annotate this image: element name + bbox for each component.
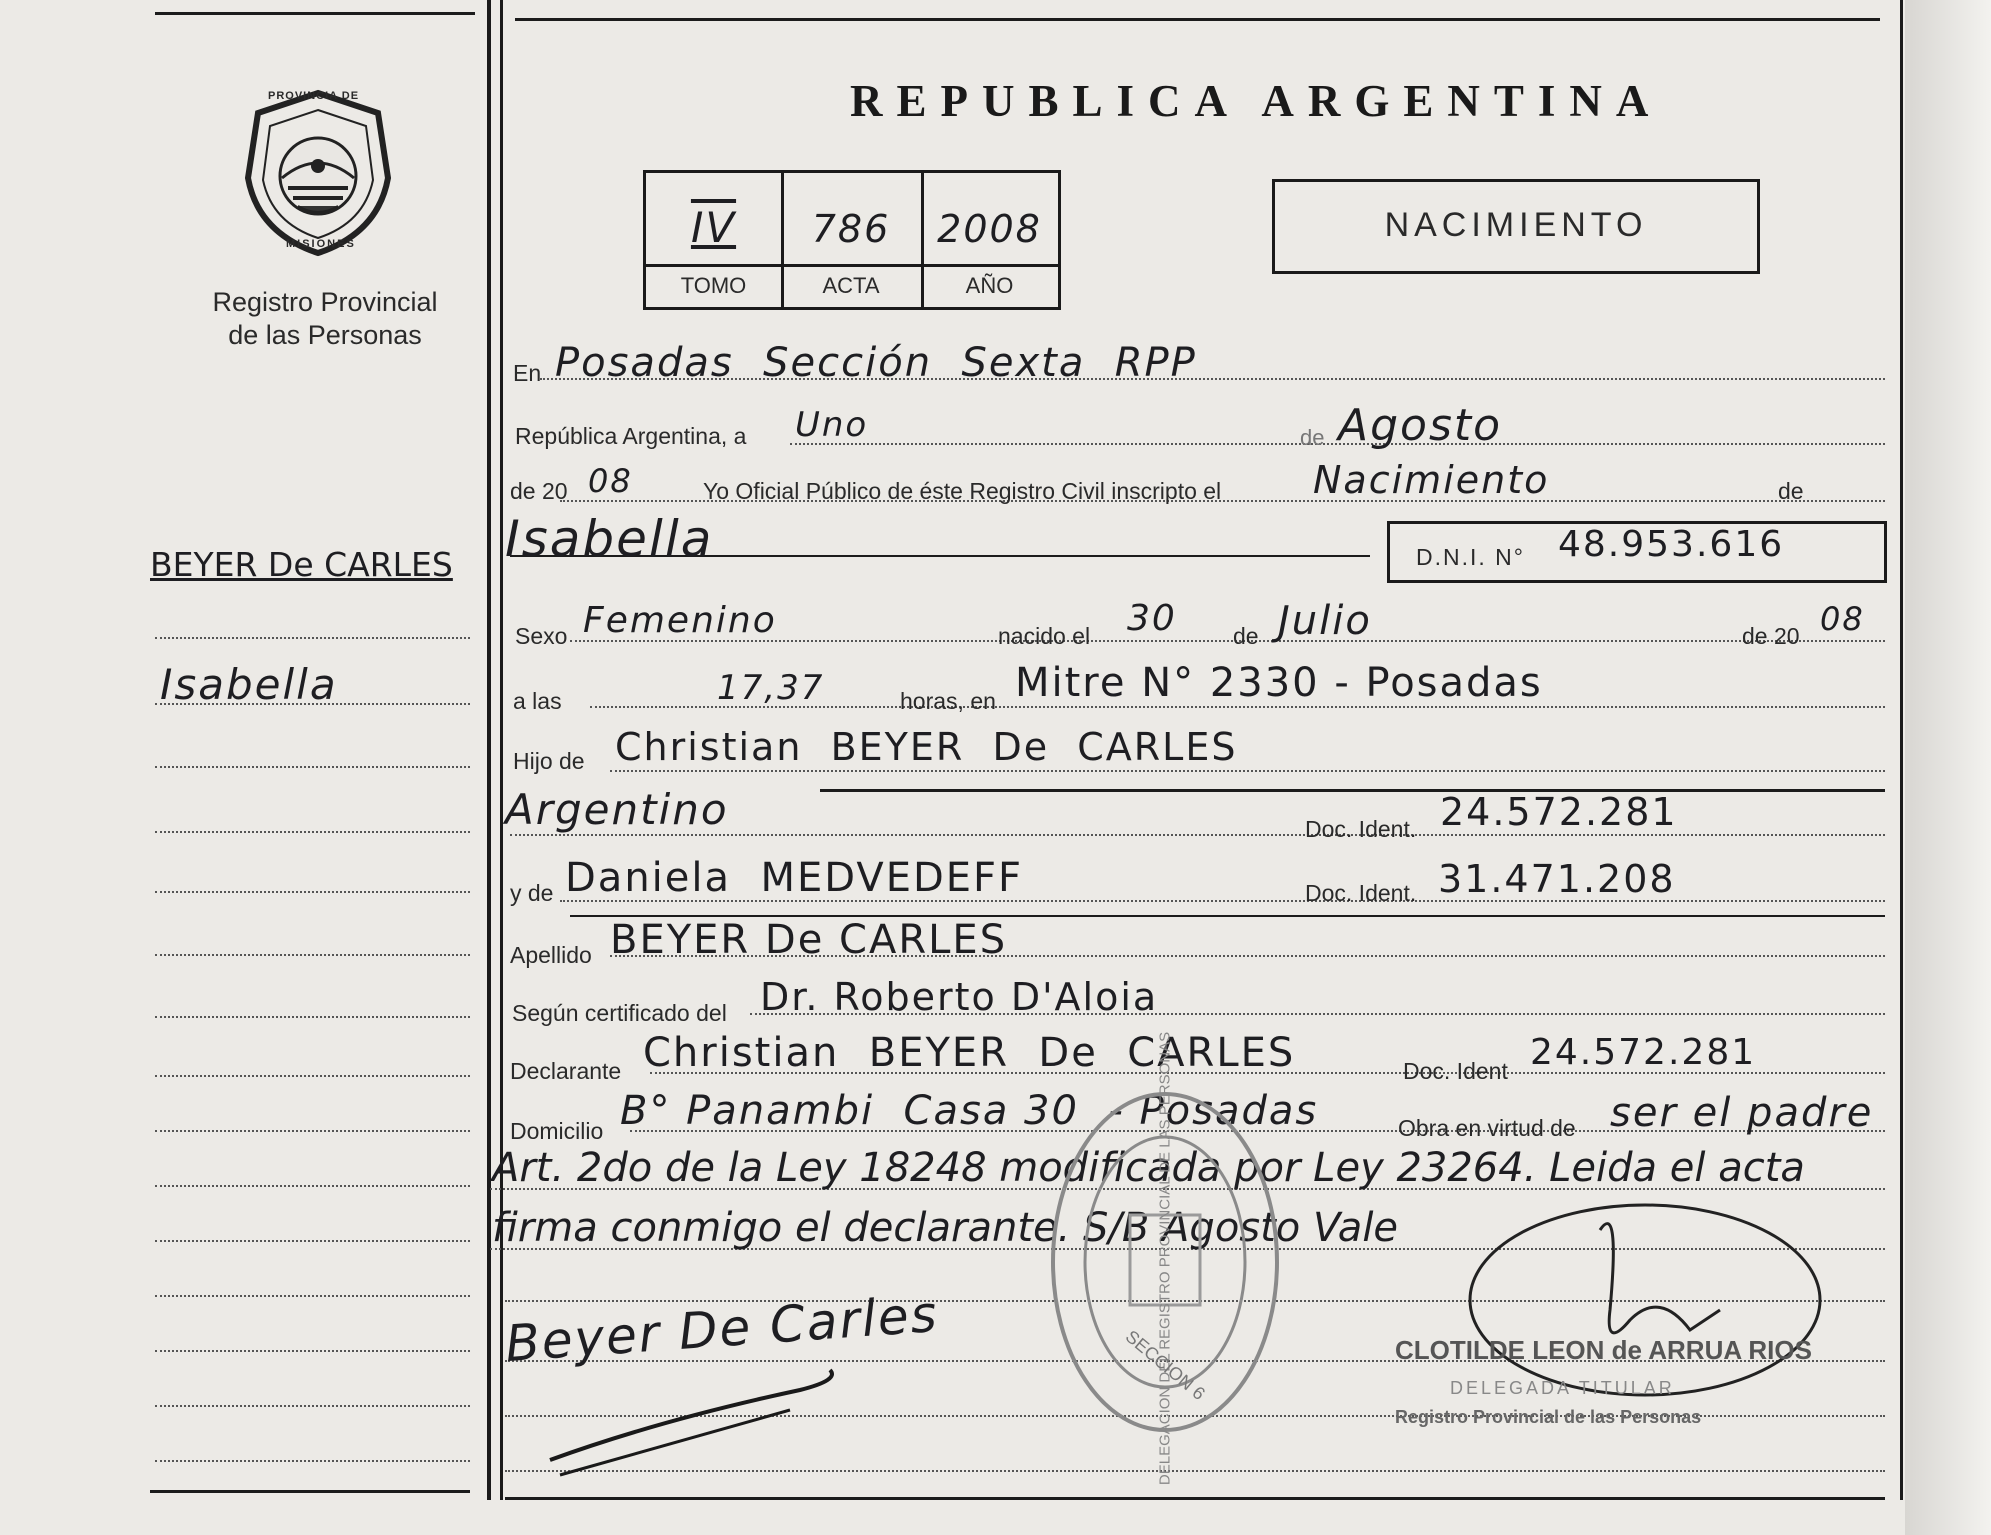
form-line (610, 770, 1885, 772)
inscripto-value: Nacimiento (1313, 458, 1550, 502)
acta-label: ACTA (822, 273, 880, 298)
de-label2: de (1778, 478, 1804, 504)
margin-line (155, 1016, 470, 1018)
dia-value: Uno (795, 405, 869, 445)
apellido-value: BEYER De CARLES (610, 917, 1008, 963)
margin-line (155, 1405, 470, 1407)
mes-value: Agosto (1338, 400, 1503, 451)
margin-line (155, 831, 470, 833)
right-edge (1900, 0, 1903, 1500)
province-seal (238, 88, 398, 258)
de-label3: de (1233, 623, 1259, 649)
yde-label: y de (510, 880, 554, 906)
declarante-signature-stroke (540, 1340, 860, 1480)
margin-given-name: Isabella (160, 660, 338, 709)
declarante-label: Declarante (510, 1058, 622, 1084)
top-rule-left (155, 12, 475, 15)
nacido-mes: Julio (1278, 598, 1372, 644)
margin-line (155, 1240, 470, 1242)
sexo-value: Femenino (583, 600, 777, 641)
obra-label: Obra en virtud de (1398, 1115, 1576, 1141)
nombre-value: Isabella (505, 510, 714, 568)
bottom-rule-right (505, 1497, 1885, 1500)
lugar-value: Mitre N° 2330 - Posadas (1015, 660, 1543, 706)
anio-value-text: 08 (588, 462, 633, 500)
de-label: de (1300, 425, 1325, 450)
registry-name-line1: Registro Provincial (212, 287, 438, 317)
apellido-label: Apellido (510, 942, 592, 968)
nota-linea2: firma conmigo el declarante. S/B Agosto Vale (492, 1205, 1399, 1251)
record-id-table (643, 170, 1061, 310)
official-name: CLOTILDE LEON de ARRUA RIOS (1395, 1335, 1812, 1365)
madre-doc: 31.471.208 (1438, 857, 1676, 901)
horas-label: horas, en (900, 688, 996, 714)
madre-doc-label: Doc. Ident. (1305, 880, 1417, 906)
dni-label: D.N.I. N° (1416, 544, 1525, 570)
margin-line (155, 1295, 470, 1297)
sexo-label: Sexo (515, 623, 568, 649)
margin-line (155, 1185, 470, 1187)
dni-value: 48.953.616 (1558, 524, 1785, 565)
record-type-label: NACIMIENTO (1384, 206, 1648, 244)
nacido-anio: 08 (1820, 600, 1865, 638)
domicilio-label: Domicilio (510, 1118, 604, 1144)
declarante-doc-label: Doc. Ident (1403, 1058, 1508, 1084)
stamp-ring-text: DELEGACION DEL REGISTRO PROVINCIAL DE LAS PERSONAS (1156, 1031, 1174, 1486)
republica-label: República Argentina, a (515, 423, 747, 449)
dni-box (1387, 521, 1887, 583)
nacido-dia: 30 (1127, 598, 1177, 639)
declarante-value: Christian BEYER De CARLES (643, 1030, 1296, 1076)
anio-label: AÑO (965, 273, 1014, 298)
page-title: REPUBLICA ARGENTINA (850, 76, 1663, 126)
obra-value: ser el padre (1610, 1090, 1874, 1136)
margin-line (155, 891, 470, 893)
margin-divider (487, 0, 491, 1500)
tomo-label: TOMO (680, 273, 747, 298)
stamp-center-text: SECCION 6 (1121, 1326, 1209, 1404)
official-registry: Registro Provincial de las Personas (1395, 1407, 1702, 1427)
certificado-value: Dr. Roberto D'Aloia (760, 975, 1159, 1019)
en-value: Posadas Sección Sexta RPP (555, 340, 1197, 386)
en-label: En (513, 360, 542, 386)
madre-value: Daniela MEDVEDEFF (565, 855, 1024, 901)
acta-value: 786 (811, 207, 891, 251)
oficial-label: Yo Oficial Público de éste Registro Civil inscripto el (703, 478, 1222, 504)
bottom-rule-left (150, 1490, 470, 1493)
page-edge-shadow (1905, 0, 1991, 1535)
margin-divider-inner (500, 0, 503, 1500)
official-role: DELEGADA TITULAR (1450, 1378, 1675, 1398)
domicilio-value: B° Panambi Casa 30 - Posadas (620, 1088, 1319, 1134)
margin-line (155, 1075, 470, 1077)
margin-surname: BEYER De CARLES (150, 545, 453, 584)
form-line (820, 789, 1885, 792)
margin-line (155, 1460, 470, 1462)
tomo-value: IV (690, 203, 737, 252)
margin-line (155, 766, 470, 768)
nacido-label: nacido el (998, 623, 1091, 649)
margin-line (155, 954, 470, 956)
padre-doc-label: Doc. Ident. (1305, 816, 1417, 842)
registry-name-line2: de las Personas (228, 320, 422, 350)
declarante-doc: 24.572.281 (1530, 1032, 1757, 1073)
record-type-box (1272, 179, 1760, 274)
margin-line (155, 703, 470, 705)
hijo-label: Hijo de (513, 748, 585, 774)
alas-label: a las (513, 688, 562, 714)
seal-text-bottom: MISIONES (286, 238, 356, 250)
form-line (510, 834, 1885, 836)
margin-line (155, 637, 470, 639)
top-rule-right (515, 18, 1880, 21)
province-seal-icon (238, 88, 398, 258)
margin-line (155, 1130, 470, 1132)
de20-label2: de 20 (1742, 623, 1800, 649)
de20-label: de 20 (510, 478, 568, 504)
official-stamp (1045, 1031, 1285, 1486)
hora-value: 17,37 (717, 668, 825, 708)
anio-value: 2008 (937, 207, 1042, 251)
padre-doc: 24.572.281 (1440, 790, 1678, 834)
padre-value: Christian BEYER De CARLES (615, 725, 1238, 769)
seal-text-top: PROVINCIA DE (268, 90, 360, 102)
padre-nacionalidad: Argentino (505, 785, 729, 834)
margin-line (155, 1350, 470, 1352)
certificado-label: Según certificado del (512, 1000, 727, 1026)
declarante-signature: Beyer De Carles (503, 1284, 941, 1374)
nota-linea1: Art. 2do de la Ley 18248 modificada por Ley 23264. Leida el acta (492, 1145, 1805, 1191)
